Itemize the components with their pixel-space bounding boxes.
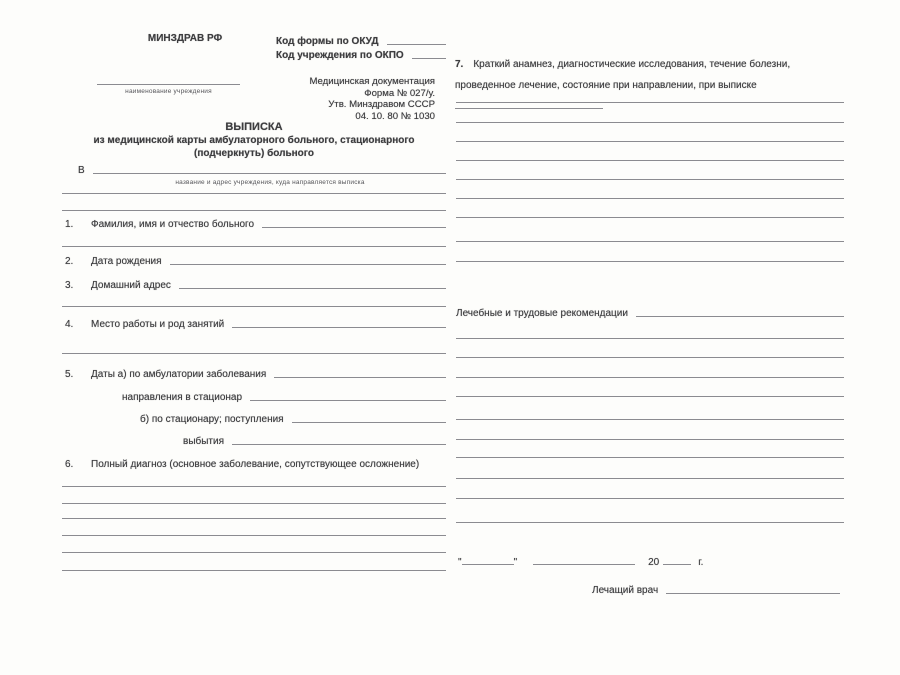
- field-4-workplace: [65, 319, 446, 330]
- field-6-diagnosis: [65, 459, 446, 470]
- form-subtitle-1: из медицинской карты амбулаторного больного, стационарного: [93, 135, 415, 146]
- blank-line: [62, 306, 446, 307]
- field-7-anamnesis: [455, 54, 847, 117]
- ministry-label: МИНЗДРАВ РФ: [147, 33, 223, 44]
- blank-line: [456, 141, 844, 142]
- doctor-blank-line: [666, 592, 840, 594]
- field-6-number: 6.: [65, 459, 74, 470]
- field-5-sub2-label: б) по стационару; поступления: [140, 414, 284, 425]
- blank-line: [62, 353, 446, 354]
- field-3-number: 3.: [65, 280, 74, 291]
- recommendations-blank-line: [636, 315, 844, 317]
- recommendations-field: [456, 308, 844, 319]
- blank-line: [62, 518, 446, 519]
- field-2-label: Дата рождения: [91, 256, 162, 267]
- blank-line: [456, 396, 844, 397]
- field-5-sub-admission: [140, 414, 446, 425]
- field-3-blank-line: [179, 287, 446, 289]
- field-2-number: 2.: [65, 256, 74, 267]
- field-5-number: 5.: [65, 369, 74, 380]
- field-1-label: Фамилия, имя и отчество больного: [91, 219, 255, 230]
- blank-line: [62, 246, 446, 247]
- blank-line: [62, 210, 446, 211]
- field-6-label: Полный диагноз (основное заболевание, сопутствующее осложнение): [91, 459, 420, 470]
- doc-info-line-1: Медицинская документация: [309, 76, 435, 87]
- form-title: ВЫПИСКА: [225, 121, 283, 133]
- blank-line: [456, 198, 844, 199]
- blank-line: [456, 419, 844, 420]
- doctor-label: Лечащий врач: [592, 585, 659, 596]
- date-century: 20: [648, 557, 660, 568]
- blank-line: [62, 193, 446, 194]
- field-4-blank-line: [232, 326, 446, 328]
- doc-info-line-2: Форма № 027/у.: [364, 87, 435, 99]
- blank-line: [456, 122, 844, 123]
- field-7-number: 7.: [455, 59, 464, 70]
- blank-line: [62, 552, 446, 553]
- doctor-signature-field: [592, 585, 840, 596]
- institution-caption: наименование учреждения: [125, 88, 212, 95]
- blank-line: [456, 241, 844, 242]
- blank-line: [62, 503, 446, 504]
- blank-line: [456, 102, 844, 103]
- blank-line: [456, 338, 844, 339]
- date-field: [458, 557, 703, 568]
- doc-info-line-3: Утв. Минздравом СССР: [328, 99, 435, 110]
- blank-line: [456, 498, 844, 499]
- recommendations-label: Лечебные и трудовые рекомендации: [456, 308, 628, 319]
- field-5-sub1-label: направления в стационар: [122, 392, 243, 403]
- addressee-prefix: В: [78, 165, 85, 176]
- date-day-blank-line: [462, 563, 514, 565]
- okpo-blank-line: [412, 57, 446, 59]
- addressee-caption: название и адрес учреждения, куда направляется выписка: [175, 179, 365, 186]
- field-4-number: 4.: [65, 319, 74, 330]
- field-5-sub3-label: выбытия: [183, 436, 224, 447]
- okpo-field: [276, 50, 446, 61]
- field-5-label: Даты а) по амбулатории заболевания: [91, 369, 267, 380]
- okud-field: [276, 36, 446, 47]
- blank-line: [456, 457, 844, 458]
- blank-line: [456, 478, 844, 479]
- field-1-name: [65, 219, 446, 230]
- field-7-blank-line: [455, 107, 603, 109]
- blank-line: [456, 160, 844, 161]
- date-close-quote: ": [513, 557, 518, 568]
- date-year-suffix: г.: [698, 557, 704, 568]
- date-month-blank-line: [533, 563, 635, 565]
- okpo-label: Код учреждения по ОКПО: [276, 50, 404, 61]
- doc-info-block: [285, 76, 435, 122]
- field-5-sub-referral: [122, 392, 446, 403]
- field-7-label: Краткий анамнез, диагностические исследования, течение болезни, проведенное лечение, состояние при направлении, при выписке: [455, 59, 791, 91]
- field-1-blank-line: [262, 226, 446, 228]
- blank-line: [456, 439, 844, 440]
- field-5-sub2-blank-line: [292, 421, 446, 423]
- blank-line: [62, 570, 446, 571]
- field-4-label: Место работы и род занятий: [91, 319, 225, 330]
- blank-line: [456, 217, 844, 218]
- field-3-address: [65, 280, 446, 291]
- field-2-blank-line: [170, 263, 446, 265]
- blank-line: [456, 522, 844, 523]
- field-5-blank-line: [274, 376, 446, 378]
- okud-label: Код формы по ОКУД: [276, 36, 379, 47]
- date-open-quote: ": [458, 557, 462, 568]
- addressee-field: [78, 165, 446, 176]
- blank-line: [456, 377, 844, 378]
- field-5-sub3-blank-line: [232, 443, 446, 445]
- doc-info-line-4: 04. 10. 80 № 1030: [355, 110, 435, 122]
- blank-line: [456, 261, 844, 262]
- okud-blank-line: [387, 43, 446, 45]
- blank-line: [62, 535, 446, 536]
- blank-line: [456, 357, 844, 358]
- field-1-number: 1.: [65, 219, 74, 230]
- field-3-label: Домашний адрес: [91, 280, 171, 291]
- form-subtitle-2: (подчеркнуть) больного: [194, 148, 314, 159]
- date-year-blank-line: [663, 563, 691, 565]
- blank-line: [456, 179, 844, 180]
- field-2-birthdate: [65, 256, 446, 267]
- field-5-sub-discharge: [183, 436, 446, 447]
- field-5-sub1-blank-line: [250, 399, 446, 401]
- blank-line: [62, 486, 446, 487]
- field-5-dates: [65, 369, 446, 380]
- institution-name-line: [97, 84, 240, 85]
- addressee-blank-line: [93, 172, 446, 174]
